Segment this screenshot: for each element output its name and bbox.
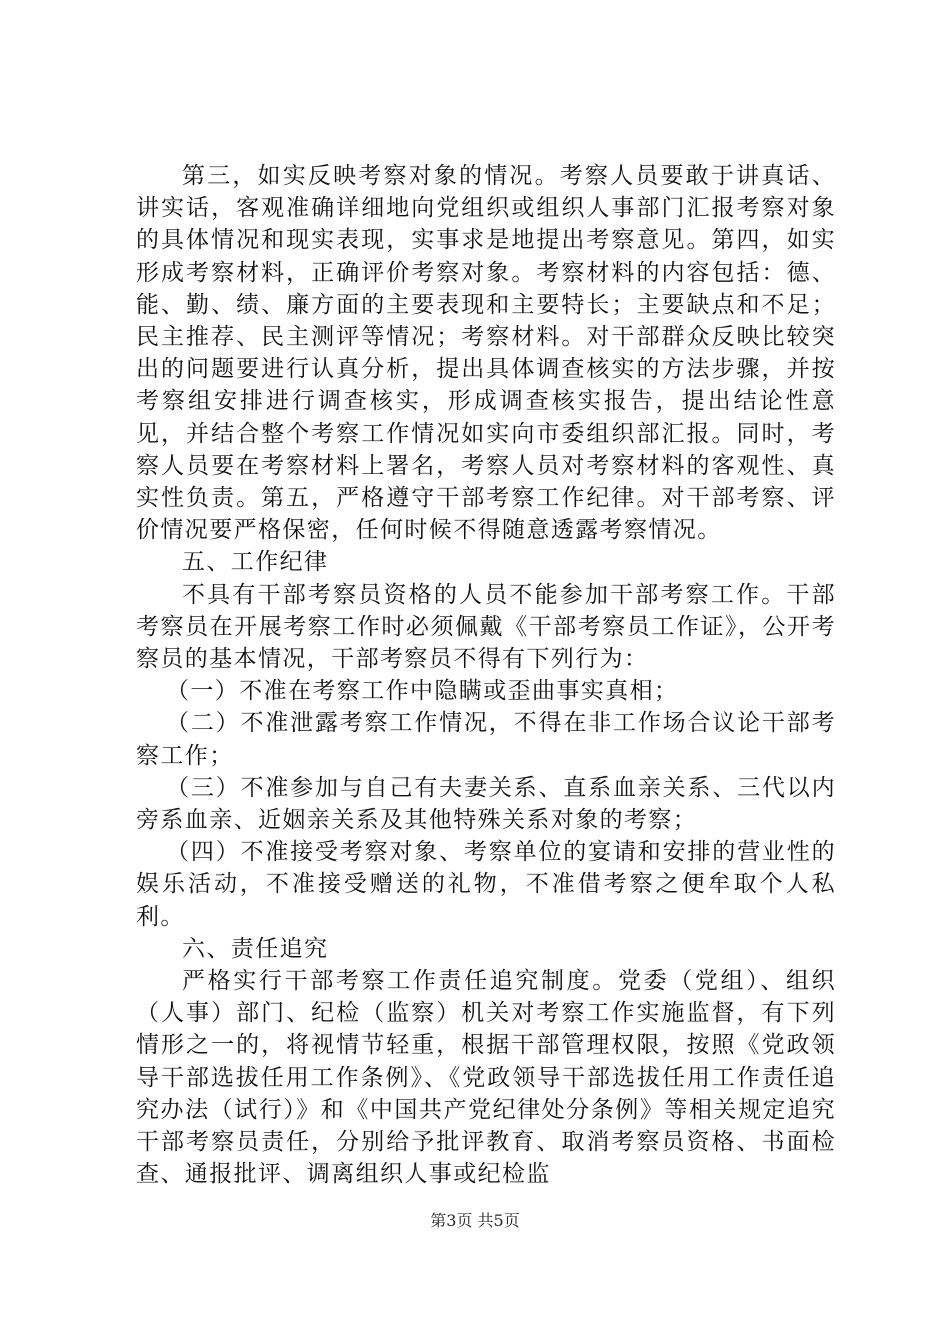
section-heading-work-discipline: 五、工作纪律 (182, 549, 329, 576)
document-body (136, 160, 836, 1191)
paragraph-third-fourth-fifth: 第三，如实反映考察对象的情况。考察人员要敢于讲真话、讲实话，客观准确详细地向党组织或组织人事部门汇报考察对象的具体情况和现实表现，实事求是地提出考察意见。第四，如实形成考察材料，正确评价考察对象。考察材料的内容包括：德、能、勤、绩、廉方面的主要表现和主要特长；主要缺点和不足；民主推荐、民主测评等情况；考察材料。对干部群众反映比较突出的问题要进行认真分析，提出具体调查核实的方法步骤，并按考察组安排进行调查核实，形成调查核实报告，提出结论性意见，并结合整个考察工作情况如实向市委组织部汇报。同时，考察人员要在考察材料上署名，考察人员对考察材料的客观性、真实性负责。第五，严格遵守干部考察工作纪律。对干部考察、评价情况要严格保密，任何时候不得随意透露考察情况。 (136, 163, 836, 544)
paragraph-accountability: 严格实行干部考察工作责任追究制度。党委（党组）、组织（人事）部门、纪检（监察）机关对考察工作实施监督，有下列情形之一的，将视情节轻重，根据干部管理权限，按照《党政领导干部选拔任用工作条例》、《党政领导干部选拔任用工作责任追究办法（试行）》和《中国共产党纪律处分条例》等相关规定追究干部考察员责任，分别给予批评教育、取消考察员资格、书面检查、通报批评、调离组织人事或纪检监 (136, 968, 836, 1188)
section-heading-accountability: 六、责任追究 (182, 935, 329, 962)
list-item-1: （一）不准在考察工作中隐瞒或歪曲事实真相； (166, 678, 679, 705)
paragraph-discipline-intro: 不具有干部考察员资格的人员不能参加干部考察工作。干部考察员在开展考察工作时必须佩戴《干部考察员工作证》，公开考察员的基本情况，干部考察员不得有下列行为： (136, 581, 836, 673)
list-item-3: （三）不准参加与自己有夫妻关系、直系血亲关系、三代以内旁系血亲、近姻亲关系及其他特殊关系对象的考察； (136, 774, 836, 834)
list-item-2: （二）不准泄露考察工作情况，不得在非工作场合议论干部考察工作； (136, 710, 836, 769)
page-footer: 第3页 共5页 (430, 1211, 520, 1230)
list-item-4: （四）不准接受考察对象、考察单位的宴请和安排的营业性的娱乐活动，不准接受赠送的礼物，不准借考察之便牟取个人私利。 (136, 839, 836, 930)
